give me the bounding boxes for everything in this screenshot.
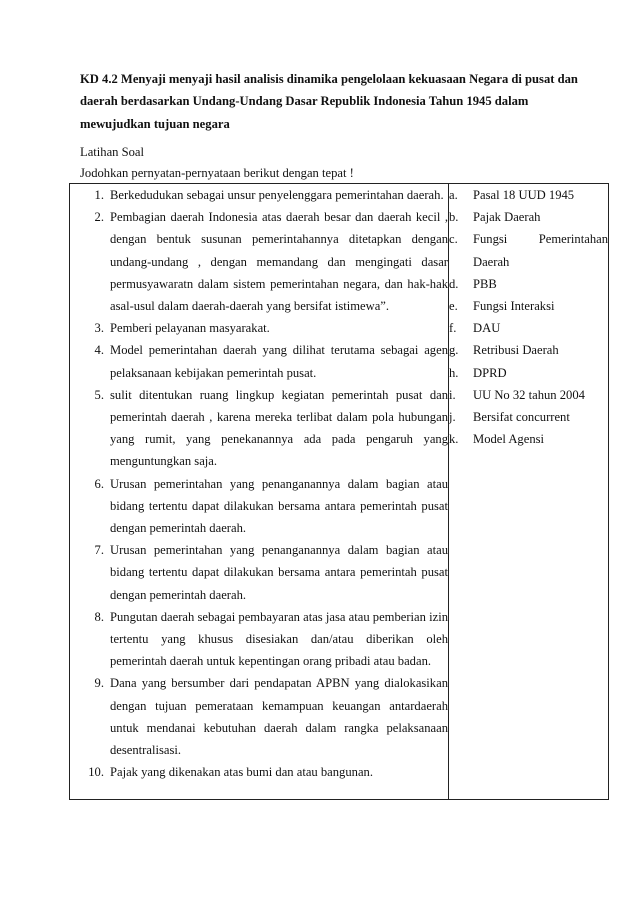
option-letter: a. [449,188,458,202]
option-item [449,206,608,228]
option-item [449,428,608,450]
option-letter: c. [449,232,458,247]
statements-column [70,184,449,800]
option-text: DPRD [473,365,507,380]
list-item [70,384,448,473]
option-letter: d. [449,276,459,291]
option-text: Model Agensi [473,432,545,447]
option-letter: e. [449,299,458,314]
option-item [449,406,608,428]
item-text: Pajak yang dikenakan atas bumi dan atau bangunan. [110,765,373,780]
item-number: 10. [88,765,104,780]
option-letter: b. [449,210,459,225]
document-heading: KD 4.2 Menyaji menyaji hasil analisis dinamika pengelolaan kekuasaan Negara di pusat dan daerah berdasarkan Undang-Undang Dasar Republik Indonesia Tahun 1945 dalam mewujudkan tujuan negara [80,72,578,131]
list-item [70,339,448,383]
item-text: Urusan pemerintahan yang penanganannya dalam bagian atau bidang tertentu dapat dilakukan bersama antara pemerintah pusat dengan pemerintah daerah. [110,476,448,536]
option-letter: k. [449,432,459,447]
list-item [70,184,448,206]
option-item [449,339,608,361]
matching-table [69,183,609,800]
options-column [449,184,609,800]
option-letter: f. [449,321,457,336]
statements-list [70,184,448,783]
option-text: DAU [473,321,501,336]
item-text: Urusan pemerintahan yang penanganannya dalam bagian atau bidang tertentu dapat dilakukan bersama antara pemerintah pusat dengan pemerintah daerah. [110,543,448,602]
option-letter: i. [449,387,456,402]
item-number: 3. [94,321,104,336]
item-number: 5. [94,387,104,402]
option-item [449,273,608,295]
option-item [449,184,608,206]
list-item [70,206,448,317]
option-letter: g. [449,343,459,358]
list-item [70,473,448,540]
item-text: sulit ditentukan ruang lingkup kegiatan pemerintah pusat dan pemerintah daerah , karena mereka terlibat dalam pola hubungan yang rumit, yang penekanannya ada pada pengaruh yang menguntungkan saja. [110,387,448,469]
option-text: Fungsi Interaksi [473,299,555,314]
option-item [449,295,608,317]
option-letter: h. [449,365,459,380]
item-text: Pembagian daerah Indonesia atas daerah besar dan daerah kecil , dengan bentuk susunan pemerintahannya ditetapkan dengan undang-undang , dengan memandang dan mengingati dasar permusyawaratn dalam sistem pemerintahan negara, dan hak-hak asal-usul dalam daerah-daerah yang bersifat istimewa”. [110,210,448,314]
item-number: 1. [94,188,104,202]
list-item [70,761,448,783]
item-number: 2. [94,210,104,225]
option-text: UU No 32 tahun 2004 [473,387,585,402]
option-text: Retribusi Daerah [473,343,559,358]
option-item [449,317,608,339]
item-text: Dana yang bersumber dari pendapatan APBN yang dialokasikan dengan tujuan pemerataan kemampuan keuangan antardaerah untuk mendanai kebutuhan daerah dalam rangka pelaksanaan desentralisasi. [110,676,448,758]
item-text: Pemberi pelayanan masyarakat. [110,321,270,336]
option-text: PBB [473,276,497,291]
option-item [449,362,608,384]
item-text: Berkedudukan sebagai unsur penyelenggara pemerintahan daerah. [110,188,444,202]
item-number: 7. [94,543,104,558]
option-text: Fungsi Pemerintahan Daerah [473,232,608,269]
item-number: 4. [94,343,104,358]
section-subtitle: Latihan Soal [80,145,145,159]
list-item [70,317,448,339]
list-item [70,672,448,761]
item-number: 8. [94,609,104,624]
option-letter: j. [449,410,456,425]
option-text: Pasal 18 UUD 1945 [473,188,575,202]
item-number: 6. [94,476,104,491]
options-list [449,184,608,450]
instruction-text: Jodohkan pernyatan-pernyataan berikut dengan tepat ! [80,166,354,180]
option-item [449,384,608,406]
list-item [70,606,448,673]
option-text: Pajak Daerah [473,210,541,225]
item-text: Model pemerintahan daerah yang dilihat terutama sebagai agen pelaksanaan kebijakan pemerintah pusat. [110,343,448,380]
option-text: Bersifat concurrent [473,410,570,425]
option-item [449,228,608,272]
item-text: Pungutan daerah sebagai pembayaran atas jasa atau pemberian izin tertentu yang khusus disesiakan dan/atau diberikan oleh pemerintah daerah untuk kepentingan orang pribadi atau badan. [110,609,448,669]
list-item [70,539,448,606]
item-number: 9. [94,676,104,691]
